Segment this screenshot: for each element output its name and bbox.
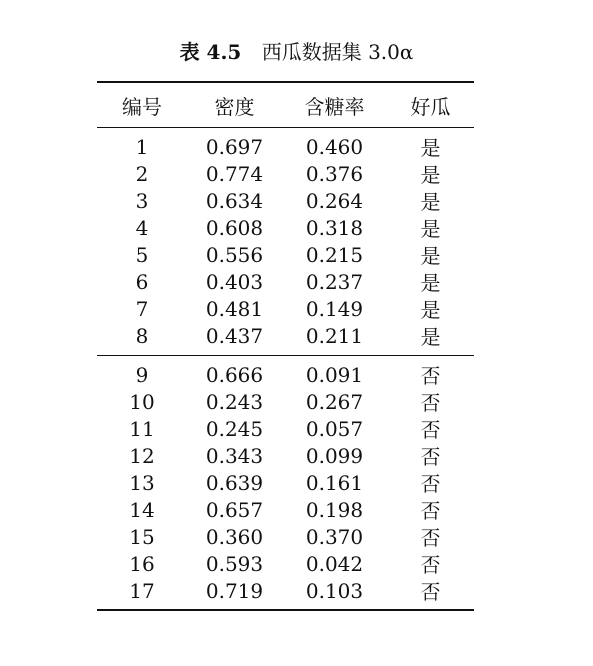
cell-density: 0.634	[205, 188, 264, 213]
cell-good: 是	[420, 298, 441, 322]
cell-good: 是	[420, 163, 441, 187]
cell-good: 否	[420, 580, 441, 604]
table-number: 表 4.5	[179, 40, 242, 64]
table-row	[97, 577, 474, 604]
table-caption	[0, 40, 593, 64]
table-row	[97, 415, 474, 442]
cell-density: 0.593	[205, 551, 264, 576]
cell-density: 0.481	[205, 296, 264, 321]
cell-good: 是	[420, 136, 441, 160]
cell-density: 0.639	[205, 470, 264, 495]
watermelon-table	[97, 81, 474, 611]
cell-id: 12	[129, 443, 155, 468]
cell-sugar: 0.460	[305, 134, 364, 159]
table-row	[97, 550, 474, 577]
cell-density: 0.556	[205, 242, 264, 267]
cell-id: 2	[135, 161, 149, 186]
bad-melon-rows	[97, 361, 474, 604]
cell-good: 否	[420, 391, 441, 415]
cell-id: 15	[129, 524, 155, 549]
cell-good: 否	[420, 553, 441, 577]
cell-sugar: 0.149	[305, 296, 364, 321]
good-melon-rows	[97, 133, 474, 349]
table-row	[97, 496, 474, 523]
header-id: 编号	[122, 94, 162, 119]
table-row	[97, 160, 474, 187]
cell-sugar: 0.198	[305, 497, 364, 522]
table-title: 西瓜数据集 3.0α	[261, 40, 414, 64]
cell-id: 5	[135, 242, 149, 267]
table-row	[97, 322, 474, 349]
cell-id: 10	[129, 389, 155, 414]
cell-density: 0.343	[205, 443, 264, 468]
cell-id: 9	[135, 362, 149, 387]
cell-sugar: 0.103	[305, 578, 364, 603]
cell-sugar: 0.267	[305, 389, 364, 414]
cell-density: 0.608	[205, 215, 264, 240]
cell-id: 3	[135, 188, 149, 213]
cell-sugar: 0.215	[305, 242, 364, 267]
table-row	[97, 295, 474, 322]
cell-density: 0.657	[205, 497, 264, 522]
cell-good: 是	[420, 190, 441, 214]
table-row	[97, 361, 474, 388]
cell-good: 是	[420, 217, 441, 241]
cell-id: 17	[129, 578, 155, 603]
cell-density: 0.666	[205, 362, 264, 387]
cell-id: 14	[129, 497, 155, 522]
cell-good: 是	[420, 244, 441, 268]
cell-id: 1	[135, 134, 149, 159]
cell-good: 否	[420, 499, 441, 523]
cell-id: 4	[135, 215, 149, 240]
header-sugar: 含糖率	[304, 94, 365, 119]
cell-id: 13	[129, 470, 155, 495]
cell-sugar: 0.057	[305, 416, 364, 441]
cell-density: 0.697	[205, 134, 264, 159]
cell-id: 11	[129, 416, 155, 441]
cell-density: 0.437	[205, 323, 264, 348]
table-row	[97, 268, 474, 295]
table-row	[97, 388, 474, 415]
cell-density: 0.774	[205, 161, 264, 186]
cell-good: 否	[420, 445, 441, 469]
cell-id: 8	[135, 323, 149, 348]
cell-sugar: 0.318	[305, 215, 364, 240]
table-row	[97, 214, 474, 241]
cell-good: 否	[420, 418, 441, 442]
cell-good: 否	[420, 526, 441, 550]
cell-sugar: 0.370	[305, 524, 364, 549]
cell-sugar: 0.161	[305, 470, 364, 495]
cell-id: 7	[135, 296, 149, 321]
bottom-rule	[97, 609, 474, 611]
cell-density: 0.243	[205, 389, 264, 414]
table-row	[97, 469, 474, 496]
cell-id: 16	[129, 551, 155, 576]
cell-density: 0.245	[205, 416, 264, 441]
cell-density: 0.719	[205, 578, 264, 603]
cell-good: 是	[420, 325, 441, 349]
table-row	[97, 187, 474, 214]
cell-sugar: 0.264	[305, 188, 364, 213]
cell-good: 否	[420, 472, 441, 496]
header-density: 密度	[214, 94, 255, 119]
cell-density: 0.403	[205, 269, 264, 294]
cell-sugar: 0.099	[305, 443, 364, 468]
table-row	[97, 133, 474, 160]
header-good: 好瓜	[410, 94, 451, 119]
table-row	[97, 523, 474, 550]
cell-sugar: 0.211	[305, 323, 364, 348]
header-row	[97, 83, 474, 127]
table-row	[97, 442, 474, 469]
cell-sugar: 0.376	[305, 161, 364, 186]
cell-sugar: 0.091	[305, 362, 364, 387]
cell-sugar: 0.237	[305, 269, 364, 294]
cell-id: 6	[135, 269, 149, 294]
cell-good: 否	[420, 364, 441, 388]
cell-good: 是	[420, 271, 441, 295]
cell-sugar: 0.042	[305, 551, 364, 576]
table-row	[97, 241, 474, 268]
cell-density: 0.360	[205, 524, 264, 549]
